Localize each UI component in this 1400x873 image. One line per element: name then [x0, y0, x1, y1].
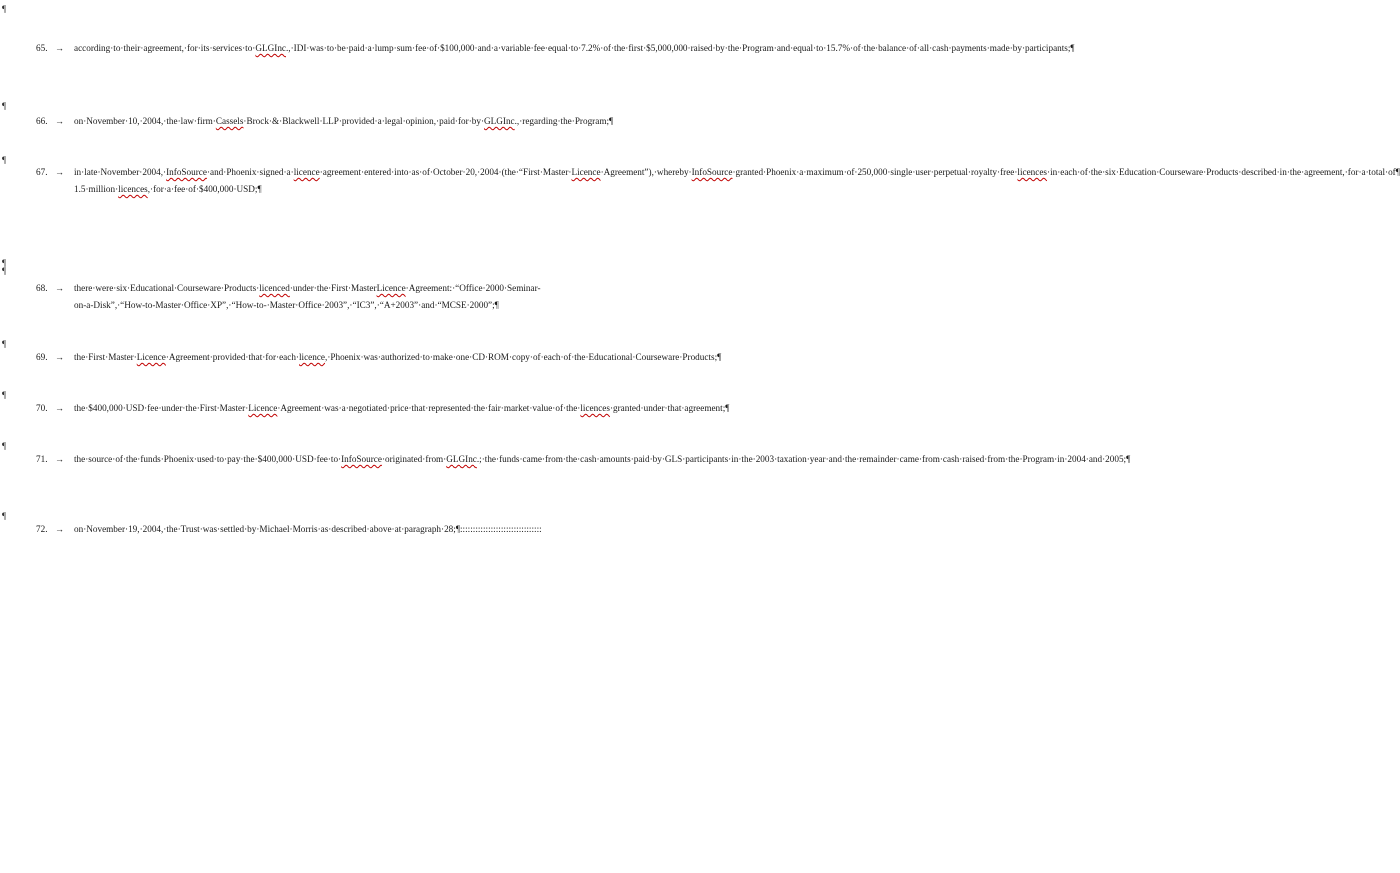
- paragraph-69: [36, 349, 722, 366]
- text-run: ·Agreement·provided·that·for·each·: [165, 352, 299, 362]
- misspelled-word: licence: [299, 352, 326, 362]
- paragraph-number: 68.: [36, 283, 48, 293]
- text-run: .,·regarding·the·Program;¶: [514, 116, 614, 126]
- paragraph-text: [74, 40, 1075, 57]
- pilcrow-mark: ¶: [2, 339, 7, 349]
- text-run: ·Agreement·was·a·negotiated·price·that·represented·the·fair·market·value·of·the·: [277, 403, 581, 413]
- text-run: ·in·each·of·the·six·Education·Courseware·Products·described·in·the·agreement,·for·a·total·of¶: [1047, 167, 1400, 177]
- misspelled-word: GLGInc: [446, 454, 477, 464]
- paragraph-text: [74, 400, 730, 417]
- pilcrow-mark: ¶: [2, 390, 7, 400]
- pilcrow-mark: ¶: [2, 101, 7, 111]
- text-run: ·Brock·&·Blackwell·LLP·provided·a·legal·opinion,·paid·for·by·: [243, 116, 484, 126]
- pilcrow-mark: ¶: [2, 258, 7, 268]
- text-run: .;·the·funds·came·from·the·cash·amounts·paid·by·GLS·participants·in·the·2003·taxation·year·and·the·remainder·came·from·cash·raised·from·the·Program·in·2004·and·2005;¶: [476, 454, 1131, 464]
- text-run: in·late·November·2004,·: [74, 167, 167, 177]
- paragraph-66: [36, 113, 614, 130]
- text-run: .,·IDI·was·to·be·paid·a·lump·sum·fee·of·$100,000·and·a·variable·fee·equal·to·7.2%·of·the·first·$5,000,000·raised·by·the·Program·and·equal·to·15.7%·of·the·balance·of·all·cash·payments·made·by·participants;¶: [286, 43, 1075, 53]
- text-run: ,·for·a·fee·of·$400,000·USD;¶: [147, 183, 262, 194]
- text-run: ·Agreement”),·whereby·: [600, 167, 692, 177]
- paragraph-number: 71.: [36, 454, 48, 464]
- pilcrow-mark: ¶: [2, 441, 7, 451]
- paragraph-number: 70.: [36, 403, 48, 413]
- misspelled-word: licences: [1017, 167, 1048, 177]
- misspelled-word: licence: [293, 167, 320, 177]
- misspelled-word: GLGInc: [484, 116, 515, 126]
- text-run: the·First·Master·: [74, 352, 137, 362]
- text-run: there·were·six·Educational·Courseware·Products·: [74, 283, 260, 293]
- tab-arrow-icon: →: [55, 283, 64, 293]
- pilcrow-mark: ¶: [2, 155, 7, 165]
- paragraph-text: [74, 280, 541, 314]
- text-run: according·to·their·agreement,·for·its·services·to·: [74, 43, 256, 53]
- paragraph-67: [36, 164, 1400, 198]
- text-run: ·Agreement:·“Office·2000·Seminar-on-a-Disk”,·“How-to-Master·Office·XP”,·“How-to-·Master·Office·2003”,·“IC3”,·“A+2003”·and·“MCSE·2000”;¶: [74, 283, 541, 310]
- misspelled-word: Cassels: [215, 116, 244, 126]
- paragraph-68: [36, 280, 541, 314]
- misspelled-word: InfoSource: [166, 167, 207, 177]
- paragraph-continuation: [74, 181, 536, 198]
- text-run: ·granted·Phoenix·a·maximum·of·250,000·single·user·perpetual·royalty·free·: [732, 167, 1018, 177]
- paragraph-number: 66.: [36, 116, 48, 126]
- tab-arrow-icon: →: [55, 43, 64, 53]
- tab-arrow-icon: →: [55, 167, 64, 177]
- misspelled-word: Licence: [376, 283, 406, 293]
- paragraph-text: [74, 164, 1400, 181]
- text-run: ·agreement·entered·into·as·of·October·20,·2004·(the·“First·Master·: [319, 167, 572, 177]
- text-run: ·granted·under·that·agreement;¶: [609, 403, 730, 413]
- paragraph-71: [36, 451, 1131, 468]
- misspelled-word: Licence: [248, 403, 278, 413]
- tab-arrow-icon: →: [55, 403, 64, 413]
- tab-arrow-icon: →: [55, 454, 64, 464]
- misspelled-word: InfoSource: [691, 167, 733, 177]
- misspelled-word: Licence: [571, 167, 601, 177]
- text-run: ,·Phoenix·was·authorized·to·make·one·CD·ROM·copy·of·each·of·the·Educational·Courseware·Products;¶: [325, 352, 722, 362]
- tab-arrow-icon: →: [55, 116, 64, 126]
- pilcrow-mark: ¶: [2, 266, 7, 276]
- dotted-leader: ::::::::::::::::::::::::::::::::: [460, 524, 542, 534]
- text-run: on·November·19,·2004,·the·Trust·was·settled·by·Michael·Morris·as·described·above·at·paragraph·28;¶: [74, 524, 460, 534]
- text-run: the·$400,000·USD·fee·under·the·First·Master·: [74, 403, 249, 413]
- paragraph-72: [36, 521, 542, 538]
- pilcrow-mark: ¶: [2, 511, 7, 521]
- pilcrow-mark: ¶: [2, 4, 7, 14]
- text-run: ·originated·from·: [381, 454, 447, 464]
- misspelled-word: Licence: [136, 352, 166, 362]
- misspelled-word: licences: [118, 183, 148, 194]
- text-run: ·under·the·First·Master: [289, 283, 377, 293]
- paragraph-number: 65.: [36, 43, 48, 53]
- paragraph-text: [74, 451, 1131, 468]
- text-run: 1.5·million·: [74, 183, 119, 194]
- misspelled-word: licenced: [259, 283, 290, 293]
- misspelled-word: licences: [580, 403, 610, 413]
- paragraph-text: [74, 349, 722, 366]
- paragraph-number: 72.: [36, 524, 48, 534]
- text-run: on·November·10,·2004,·the·law·firm·: [74, 116, 216, 126]
- paragraph-text: [74, 521, 542, 538]
- tab-arrow-icon: →: [55, 524, 64, 534]
- paragraph-number: 69.: [36, 352, 48, 362]
- paragraph-70: [36, 400, 730, 417]
- misspelled-word: GLGInc: [255, 43, 286, 53]
- tab-arrow-icon: →: [55, 352, 64, 362]
- text-run: ·and·Phoenix·signed·a·: [206, 167, 294, 177]
- paragraph-65: [36, 40, 1075, 57]
- paragraph-text: [74, 113, 614, 130]
- misspelled-word: InfoSource: [341, 454, 382, 464]
- text-run: the·source·of·the·funds·Phoenix·used·to·pay·the·$400,000·USD·fee·to·: [74, 454, 342, 464]
- paragraph-number: 67.: [36, 167, 48, 177]
